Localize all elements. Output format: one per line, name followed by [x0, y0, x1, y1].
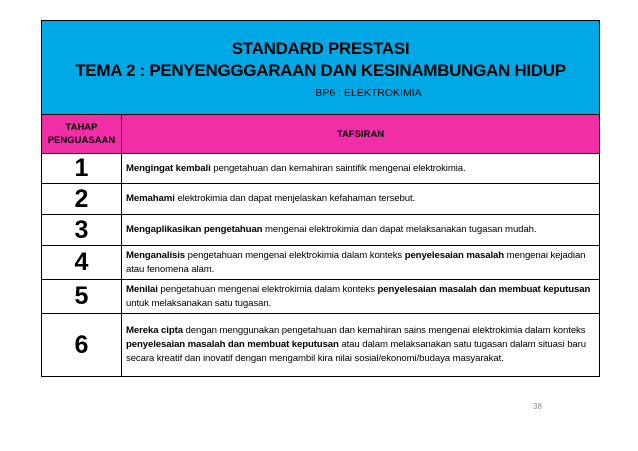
- emphasized-text: penyelesaian masalah dan membuat keputusan: [377, 283, 591, 295]
- page-number: 38: [533, 402, 542, 411]
- level-description: [122, 154, 600, 184]
- emphasized-text: Mengaplikasikan pengetahuan: [126, 224, 263, 235]
- table-row: [42, 314, 600, 377]
- level-number: 1: [42, 154, 122, 184]
- level-description: [122, 184, 600, 215]
- description-text: elektrokimia dan dapat menjelaskan kefahaman tersebut.: [174, 193, 416, 204]
- column-header-interpretation: TAFSIRAN: [122, 115, 600, 154]
- table-row: [42, 154, 600, 184]
- table-body: [42, 21, 600, 377]
- emphasized-text: penyelesaian masalah dan membuat keputusan: [126, 339, 339, 350]
- table-row: [42, 246, 600, 280]
- level-description: [122, 246, 600, 280]
- table-row: [42, 280, 600, 314]
- table-row: [42, 184, 600, 215]
- description-text: pengetahuan mengenai elektrokimia dalam konteks: [157, 283, 378, 295]
- level-number: 2: [42, 184, 122, 215]
- emphasized-text: penyelesaian masalah: [404, 249, 505, 261]
- description-text: dengan menggunakan pengetahuan dan kemahiran sains mengenai elektrokimia dalam konteks: [182, 325, 586, 336]
- column-header-row: [42, 115, 600, 154]
- description-text: untuk melaksanakan satu tugasan.: [126, 297, 272, 309]
- level-number: 3: [42, 215, 122, 246]
- description-text: pengetahuan dan kemahiran saintifik mengenai elektrokimia.: [210, 162, 466, 174]
- emphasized-text: Menganalisis: [126, 249, 186, 261]
- topic-subtitle: BP6 : ELEKTROKIMIA: [315, 87, 422, 99]
- table-row: [42, 215, 600, 246]
- level-description: [122, 215, 600, 246]
- level-description: [122, 280, 600, 314]
- emphasized-text: Menilai: [126, 283, 158, 295]
- title-banner: [42, 21, 600, 115]
- emphasized-text: Mereka cipta: [126, 325, 183, 336]
- level-number: 4: [42, 246, 122, 280]
- description-text: atau dalam melaksanakan satu tugasan dalam situasi baru secara kreatif dan inovatif dengan mengambil kira nilai sosial/ekonomi/budaya masyarakat.: [126, 339, 586, 364]
- description-text: pengetahuan mengenai elektrokimia dalam konteks: [185, 249, 405, 261]
- performance-standard-table: [41, 20, 600, 377]
- level-number: 5: [42, 280, 122, 314]
- emphasized-text: Mengingat kembali: [126, 162, 211, 174]
- level-description: [122, 314, 600, 377]
- level-number: 6: [42, 314, 122, 377]
- document-title: STANDARD PRESTASI: [231, 39, 410, 58]
- description-text: mengenai kejadian atau fenomena alam.: [126, 249, 586, 275]
- theme-title: TEMA 2 : PENYENGGGARAAN DAN KESINAMBUNGAN HIDUP: [75, 61, 566, 80]
- description-text: mengenai elektrokimia dan dapat melaksanakan tugasan mudah.: [262, 224, 537, 235]
- emphasized-text: Memahami: [126, 193, 175, 204]
- title-row: [42, 21, 600, 115]
- column-header-level: TAHAP PENGUASAAN: [42, 115, 122, 154]
